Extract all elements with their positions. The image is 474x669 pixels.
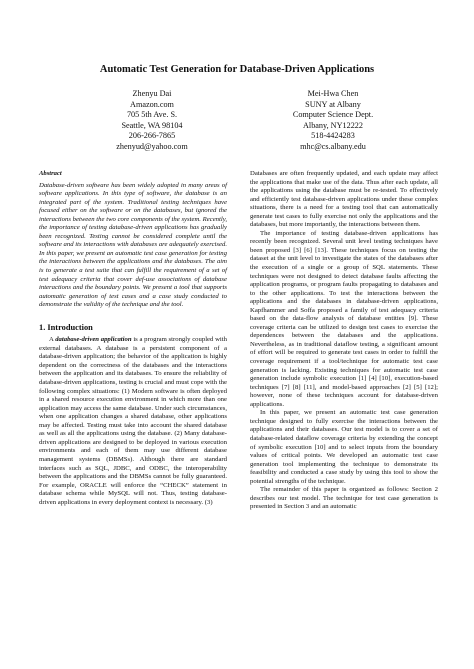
abstract-text: Database-driven software has been widely adopted in many areas of software applications. In this type of software, the database is an integrated part of the system. Traditional testing techniques have focused either on the software or on the databases, but ignored the interactions between the two core components of the system. Recently, the importance of testing database-driven applications has gradually been recognized. Testing cannot be considered complete until the software and its interactions with databases are adequately exercised. In this paper, we present an automatic test case generation for testing the interactions between the applications and the databases. The aim is to generate a test suite that can fulfill the requirement of a set of test adequacy criteria that cover def-use associations of database interactions and the boundary points. We present a tool that supports automatic generation of test cases and a case study conducted to demonstrate the validity of the technique and the tool. xyxy=(39,181,227,309)
author-name: Mei-Hwa Chen xyxy=(307,89,359,98)
defined-term: database-driven application xyxy=(55,336,132,344)
author-address-1: 705 5th Ave. S. xyxy=(126,110,178,120)
intro-paragraph xyxy=(39,336,227,507)
author-org: Amazon.com xyxy=(130,99,174,109)
paper-title: Automatic Test Generation for Database-Driven Applications xyxy=(99,64,375,75)
body-paragraph: In this paper, we present an automatic test case generation technique designed to fully exercise the interactions between the applications and their databases. Our test model is to cover a set of database-related dataflow coverage criteria by extending the concept of symbolic execution [10] and to select inputs from the boundary values of critical points. We developed an automatic test case generation tool implementing the technique to demonstrate its feasibility and conducted a case study by using this tool to show the potential strengths of the technique. xyxy=(250,409,438,485)
intro-lead: A xyxy=(49,336,56,344)
body-paragraph: Databases are often frequently updated, and each update may affect the applications that make use of the data. Thus after each update, all the applications using the database must be re-tested. To effectively and efficiently test database-driven applications under these complex situations, there is a need for a testing tool that can automatically generate test cases to fully exercise not only the applications and the databases, but more importantly, the interactions between them. xyxy=(250,170,438,229)
body-paragraph: The importance of testing database-driven applications has recently been recognized. Several unit level testing techniques have been proposed [3] [6] [13]. These techniques focus on testing the dataset at the unit level to investigate the states of the databases after the execution of a single or a group of SQL statements. These techniques were not designed to detect database faults affecting the application programs, or program faults propagating to databases and to the other applications. To test the interactions between the applications and the databases in database-driven applications, Kapfhammer and Soffa proposed a family of test adequacy criteria based on the data-flow analysis of database entities [9]. These coverage criteria can be utilized to design test cases to exercise the dependences between the databases and the applications. Nevertheless, as in traditional dataflow testing, a significant amount of effort will be required to generate test cases in order to fulfill the coverage requirement if a tool/technique for automatic test case generation is lacking. Existing techniques for automatic test case generation include symbolic execution [1] [4] [10], execution-based techniques [7] [8] [11], and model-based approaches [2] [5] [12]; however, none of these techniques account for database-driven applications. xyxy=(250,229,438,408)
author-email: mhc@cs.albany.edu xyxy=(300,141,366,151)
section-heading-introduction: 1. Introduction xyxy=(39,322,93,332)
author-address-1: Computer Science Dept. xyxy=(292,110,374,120)
author-phone: 518-4424283 xyxy=(311,131,355,141)
left-column xyxy=(39,170,227,507)
author-block xyxy=(0,89,474,149)
body-paragraph: The remainder of this paper is organized as follows: Section 2 describes our test model. The technique for test case generation is presented in Section 3 and an automatic xyxy=(250,486,438,511)
author-address-2: Seattle, WA 98104 xyxy=(121,120,183,130)
author-1 xyxy=(77,89,227,153)
abstract-heading: Abstract xyxy=(39,170,62,177)
intro-text: is a program strongly coupled with external databases. A database is a persistent component of a database-driven application; the behavior of the application is highly dependent on the correctness of the databases and the interactions between the application and its databases. To ensure the reliability of database-driven applications, testing is crucial and must cope with the following complex situations: (1) Modern software is often deployed in a shared resource execution environment in which more than one application may access the same database. Under such circumstances, when one application changes a shared database, other applications may be affected. Testing must take into account the shared database as well as all the applications using the database. (2) Many database-driven applications are designed to be deployed in various execution environments and each of them may use different database management systems (DBMSs). Although there are standard interfaces such as SQL, JDBC, and ODBC, the interoperability between the applications and the DBMSs cannot be fully guaranteed. For example, ORACLE will enforce the “CHECK” statement in database schema while MySQL will not. Thus, testing database-driven applications in every deployment context is necessary. (3) xyxy=(39,336,227,506)
author-2 xyxy=(258,89,408,153)
author-address-2: Albany, NY12222 xyxy=(303,120,363,130)
author-org: SUNY at Albany xyxy=(305,99,361,109)
author-phone: 206-266-7865 xyxy=(128,131,176,141)
right-column xyxy=(250,170,438,512)
author-email: zhenyud@yahoo.com xyxy=(116,141,188,151)
author-name: Zhenyu Dai xyxy=(132,89,172,98)
